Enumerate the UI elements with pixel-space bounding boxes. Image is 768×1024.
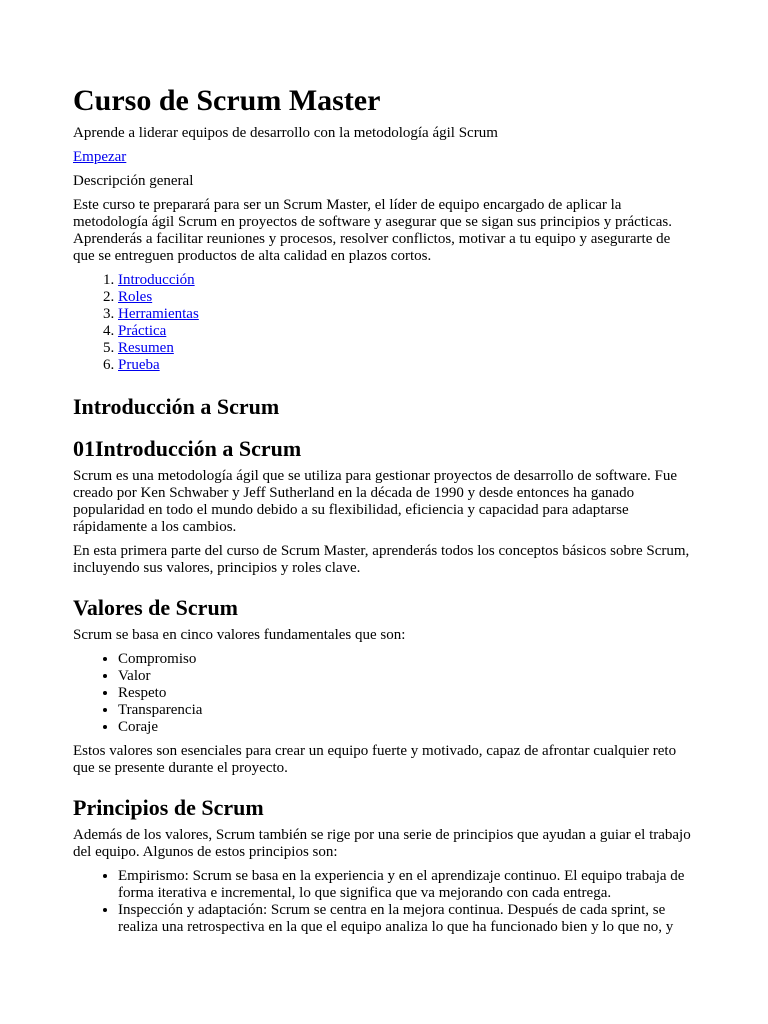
list-item: • Compromiso (118, 651, 695, 668)
overview-label: Descripción general (73, 173, 194, 189)
principles-list (73, 868, 695, 936)
start-paragraph (73, 149, 695, 166)
toc-link-herramientas[interactable]: Herramientas (118, 306, 199, 322)
table-of-contents (73, 272, 695, 374)
intro-heading: Introducción a Scrum (73, 394, 280, 419)
start-link[interactable]: Empezar (73, 149, 127, 165)
toc-item-prueba (118, 357, 695, 374)
intro-subheading: 01Introducción a Scrum (73, 436, 302, 461)
values-intro: Scrum se basa en cinco valores fundamentales que son: (73, 627, 406, 643)
list-item: • Empirismo: Scrum se basa en la experiencia y en el aprendizaje continuo. El equipo trabaja de forma iterativa e incremental, lo que significa que va mejorando con cada entrega. (118, 868, 695, 902)
toc-item-introduccion (118, 272, 695, 289)
toc-link-resumen[interactable]: Resumen (118, 340, 174, 356)
intro-paragraph-1: Scrum es una metodología ágil que se utiliza para gestionar proyectos de desarrollo de software. Fue creado por Ken Schwaber y Jeff Sutherland en la década de 1990 y desde entonces ha ganado popularidad en todo el mundo debido a su flexibilidad, eficiencia y capacidad para adaptarse rápidamente a los cambios. (73, 468, 677, 535)
toc-item-practica (118, 323, 695, 340)
toc-item-roles (118, 289, 695, 306)
toc-item-resumen (118, 340, 695, 357)
toc-link-introduccion[interactable]: Introducción (118, 272, 195, 288)
list-item: • Coraje (118, 719, 695, 736)
principles-intro: Además de los valores, Scrum también se rige por una serie de principios que ayudan a guiar el trabajo del equipo. Algunos de estos principios son: (73, 827, 691, 860)
values-outro: Estos valores son esenciales para crear un equipo fuerte y motivado, capaz de afrontar cualquier reto que se presente durante el proyecto. (73, 743, 677, 776)
toc-link-roles[interactable]: Roles (118, 289, 153, 305)
page-subtitle: Aprende a liderar equipos de desarrollo con la metodología ágil Scrum (73, 125, 498, 141)
toc-link-prueba[interactable]: Prueba (118, 357, 160, 373)
values-list (73, 651, 695, 736)
list-item: • Valor (118, 668, 695, 685)
page-title: Curso de Scrum Master (73, 84, 381, 117)
list-item: • Inspección y adaptación: Scrum se centra en la mejora continua. Después de cada sprint, se realiza una retrospectiva en la que el equipo analiza lo que ha funcionado bien y lo que no, y (118, 902, 695, 936)
toc-item-herramientas (118, 306, 695, 323)
intro-paragraph-2: En esta primera parte del curso de Scrum Master, aprenderás todos los conceptos básicos sobre Scrum, incluyendo sus valores, principios y roles clave. (73, 543, 690, 576)
toc-link-practica[interactable]: Práctica (118, 323, 167, 339)
overview-text: Este curso te preparará para ser un Scrum Master, el líder de equipo encargado de aplicar la metodología ágil Scrum en proyectos de software y asegurar que se sigan sus principios y prácticas. Aprenderás a facilitar reuniones y procesos, resolver conflictos, motivar a tu equipo y asegurarte de que se entreguen productos de alta calidad en plazos cortos. (73, 197, 672, 264)
list-item: • Transparencia (118, 702, 695, 719)
values-heading: Valores de Scrum (73, 595, 238, 620)
list-item: • Respeto (118, 685, 695, 702)
principles-heading: Principios de Scrum (73, 795, 264, 820)
